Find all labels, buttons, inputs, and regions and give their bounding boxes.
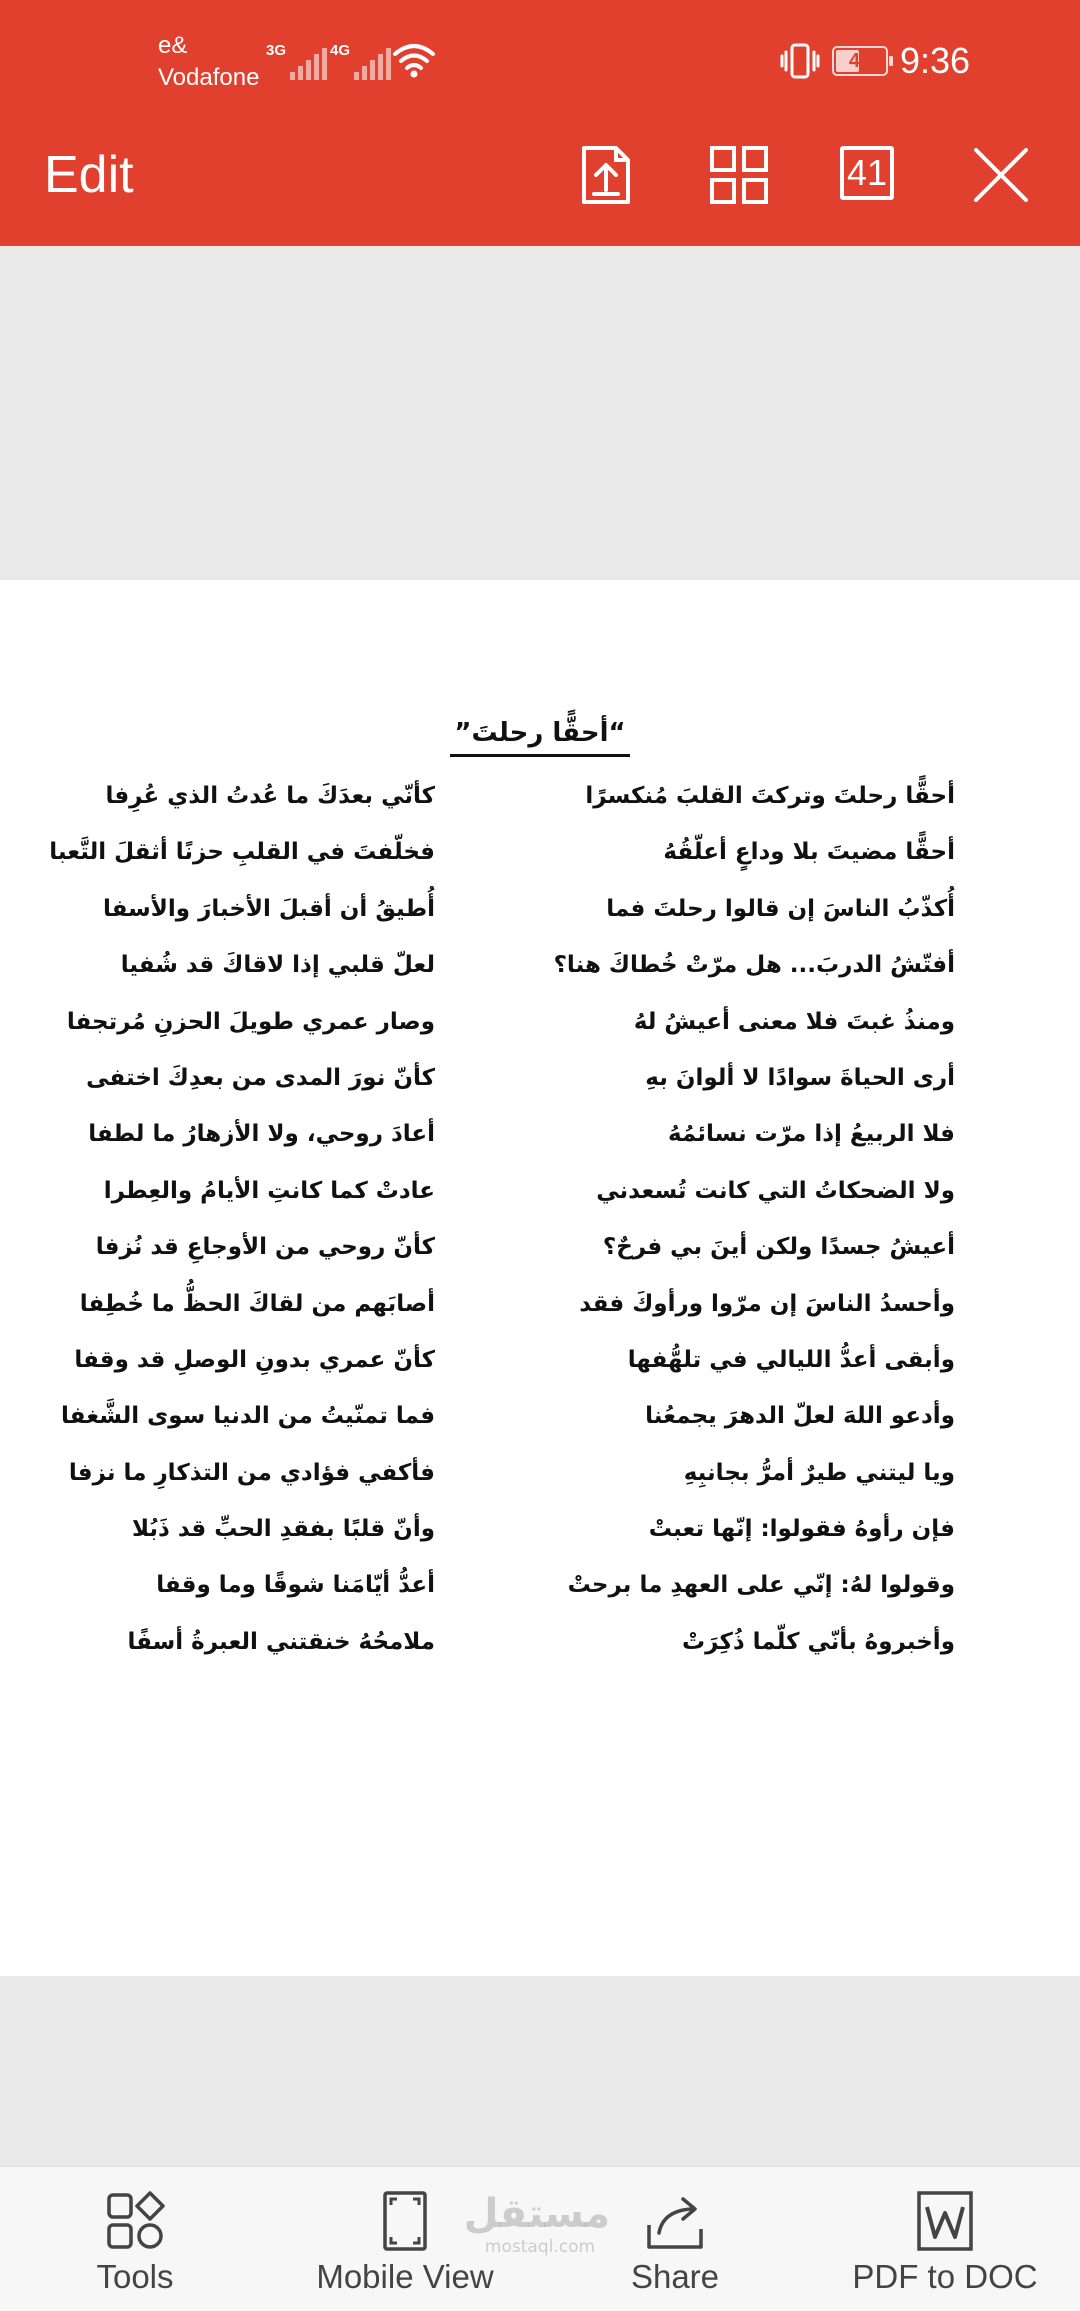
tools-button[interactable]: [60, 2167, 210, 2311]
verse-row: [0, 1565, 1080, 1621]
verse-first-hemistich: ومنذُ غبتَ فلا معنى أعيشُ لهُ: [633, 1008, 955, 1035]
verse-row: [0, 945, 1080, 1001]
verse-row: [0, 1453, 1080, 1509]
tools-icon: [103, 2189, 167, 2253]
poem-title-text: “أحقًّا رحلتَ”: [450, 718, 629, 757]
edit-button[interactable]: Edit: [44, 146, 134, 204]
verse-second-hemistich: كأنّ عمري بدونِ الوصلِ قد وقفا: [74, 1346, 435, 1373]
wifi-icon: [392, 40, 436, 80]
pdf-to-doc-button[interactable]: [840, 2167, 1050, 2311]
close-button[interactable]: [968, 142, 1034, 208]
verse-second-hemistich: كأنّي بعدَكَ ما عُدتُ الذي عُرِفا: [105, 783, 435, 809]
signal-bars-icon: [354, 48, 390, 80]
verse-row: [0, 1058, 1080, 1114]
verse-second-hemistich: عادتْ كما كانتِ الأيامُ والعِطرا: [103, 1177, 435, 1204]
verse-row: [0, 1284, 1080, 1340]
watermark-arabic: مستقل: [463, 2191, 610, 2237]
verse-second-hemistich: كأنّ روحي من الأوجاعِ قد نُزفا: [95, 1234, 435, 1261]
verse-second-hemistich: فخلّفتَ في القلبِ حزنًا أثقلَ التَّعبا: [49, 839, 435, 866]
signal-bars-icon: [290, 48, 326, 80]
verse-first-hemistich: وأبقى أعدُّ الليالي في تلهُّفها: [627, 1346, 955, 1373]
verse-second-hemistich: كأنّ نورَ المدى من بعدِكَ اختفى: [86, 1064, 435, 1091]
close-icon: [968, 142, 1034, 208]
clock: 9:36: [900, 40, 971, 81]
share-label: Share: [630, 2258, 720, 2295]
carrier-name: [158, 30, 259, 94]
page-count-button[interactable]: 41: [840, 146, 894, 200]
verse-row: [0, 889, 1080, 945]
verse-second-hemistich: وصار عمري طويلَ الحزنِ مُرتجفا: [66, 1008, 435, 1035]
app-header: [0, 0, 1080, 246]
battery-level: 44: [848, 50, 872, 72]
verse-first-hemistich: أفتّشُ الدربَ... هل مرّتْ خُطاكَ هنا؟: [553, 952, 955, 979]
verse-second-hemistich: وأنّ قلبًا بفقدِ الحبِّ قد ذَبُلا: [131, 1516, 435, 1543]
mobile-view-label: Mobile View: [316, 2258, 494, 2295]
battery-icon: [832, 46, 888, 76]
verse-first-hemistich: ويا ليتني طيرٌ أمرُّ بجانبِهِ: [683, 1459, 955, 1486]
verse-first-hemistich: وأحسدُ الناسَ إن مرّوا ورأوكَ فقد: [579, 1290, 955, 1317]
verse-first-hemistich: وأخبروهُ بأنّي كلّما ذُكِرَتْ: [682, 1628, 955, 1655]
share-upload-icon: [572, 142, 638, 208]
watermark-latin: mostaql.com: [484, 2237, 596, 2257]
verse-first-hemistich: وقولوا لهُ: إنّي على العهدِ ما برحتْ: [567, 1572, 955, 1599]
verse-row: [0, 776, 1080, 832]
verse-second-hemistich: لعلّ قلبي إذا لاقاكَ قد شُفيا: [120, 952, 435, 979]
mobile-view-icon: [373, 2189, 437, 2253]
verse-first-hemistich: أرى الحياةَ سوادًا لا ألوانَ بهِ: [645, 1064, 955, 1091]
carrier-line-2: Vodafone: [158, 64, 260, 91]
verse-second-hemistich: فما تمنّيتُ من الدنيا سوى الشَّغفا: [61, 1403, 435, 1430]
verse-first-hemistich: فإن رأوهُ فقولوا: إنّها تعبتْ: [648, 1516, 955, 1543]
status-right: [848, 38, 1040, 84]
verse-second-hemistich: أعدُّ أيّامَنا شوقًا وما وقفا: [156, 1572, 435, 1599]
network-type-2: 4G: [330, 42, 351, 59]
verse-row: [0, 1340, 1080, 1396]
verse-first-hemistich: ولا الضحكاتُ التي كانت تُسعدني: [596, 1177, 955, 1204]
poem-verses: [0, 776, 1080, 1678]
verse-row: [0, 1227, 1080, 1283]
verse-row: [0, 1622, 1080, 1678]
verse-row: [0, 1509, 1080, 1565]
verse-second-hemistich: أصابَهم من لقاكَ الحظُّ ما خُطِفا: [79, 1290, 435, 1317]
grid-icon: [706, 142, 772, 208]
status-bar: [0, 0, 1080, 120]
share-button[interactable]: [600, 2167, 750, 2311]
network-type-1: 3G: [266, 42, 287, 59]
poem-title: [0, 718, 1080, 748]
verse-first-hemistich: أحقًّا مضيتَ بلا وداعٍ أعلّقُهُ: [663, 839, 955, 866]
verse-second-hemistich: فأكفي فؤادي من التذكارِ ما نزفا: [68, 1459, 435, 1486]
tools-label: Tools: [96, 2258, 174, 2295]
verse-first-hemistich: أُكذّبُ الناسَ إن قالوا رحلتَ فما: [606, 895, 955, 922]
verse-row: [0, 1002, 1080, 1058]
vibrate-icon: [780, 42, 820, 80]
watermark-logo: [463, 2190, 610, 2257]
verse-second-hemistich: أعادَ روحي، ولا الأزهارُ ما لطفا: [88, 1121, 435, 1148]
verse-first-hemistich: وأدعو اللهَ لعلّ الدهرَ يجمعُنا: [645, 1403, 955, 1430]
verse-row: [0, 1171, 1080, 1227]
share-icon: [643, 2189, 707, 2253]
pdf-page[interactable]: [0, 580, 1080, 1976]
verse-first-hemistich: أعيشُ جسدًا ولكن أينَ بي فرحٌ؟: [602, 1234, 955, 1261]
thumbnails-button[interactable]: [706, 142, 772, 208]
verse-second-hemistich: ملامحُهُ خنقتني العبرةُ أسفًا: [127, 1628, 435, 1655]
verse-first-hemistich: فلا الربيعُ إذا مرّت نسائمُهُ: [667, 1121, 955, 1148]
verse-row: [0, 832, 1080, 888]
share-upload-button[interactable]: [572, 142, 638, 208]
verse-row: [0, 1114, 1080, 1170]
pdf-to-doc-label: PDF to DOC: [852, 2258, 1038, 2295]
verse-first-hemistich: أحقًّا رحلتَ وتركتَ القلبَ مُنكسرًا: [585, 783, 955, 809]
word-doc-icon: [913, 2189, 977, 2253]
verse-second-hemistich: أُطيقُ أن أقبلَ الأخبارَ والأسفا: [102, 895, 435, 922]
carrier-line-1: e&: [158, 32, 188, 59]
verse-row: [0, 1396, 1080, 1452]
